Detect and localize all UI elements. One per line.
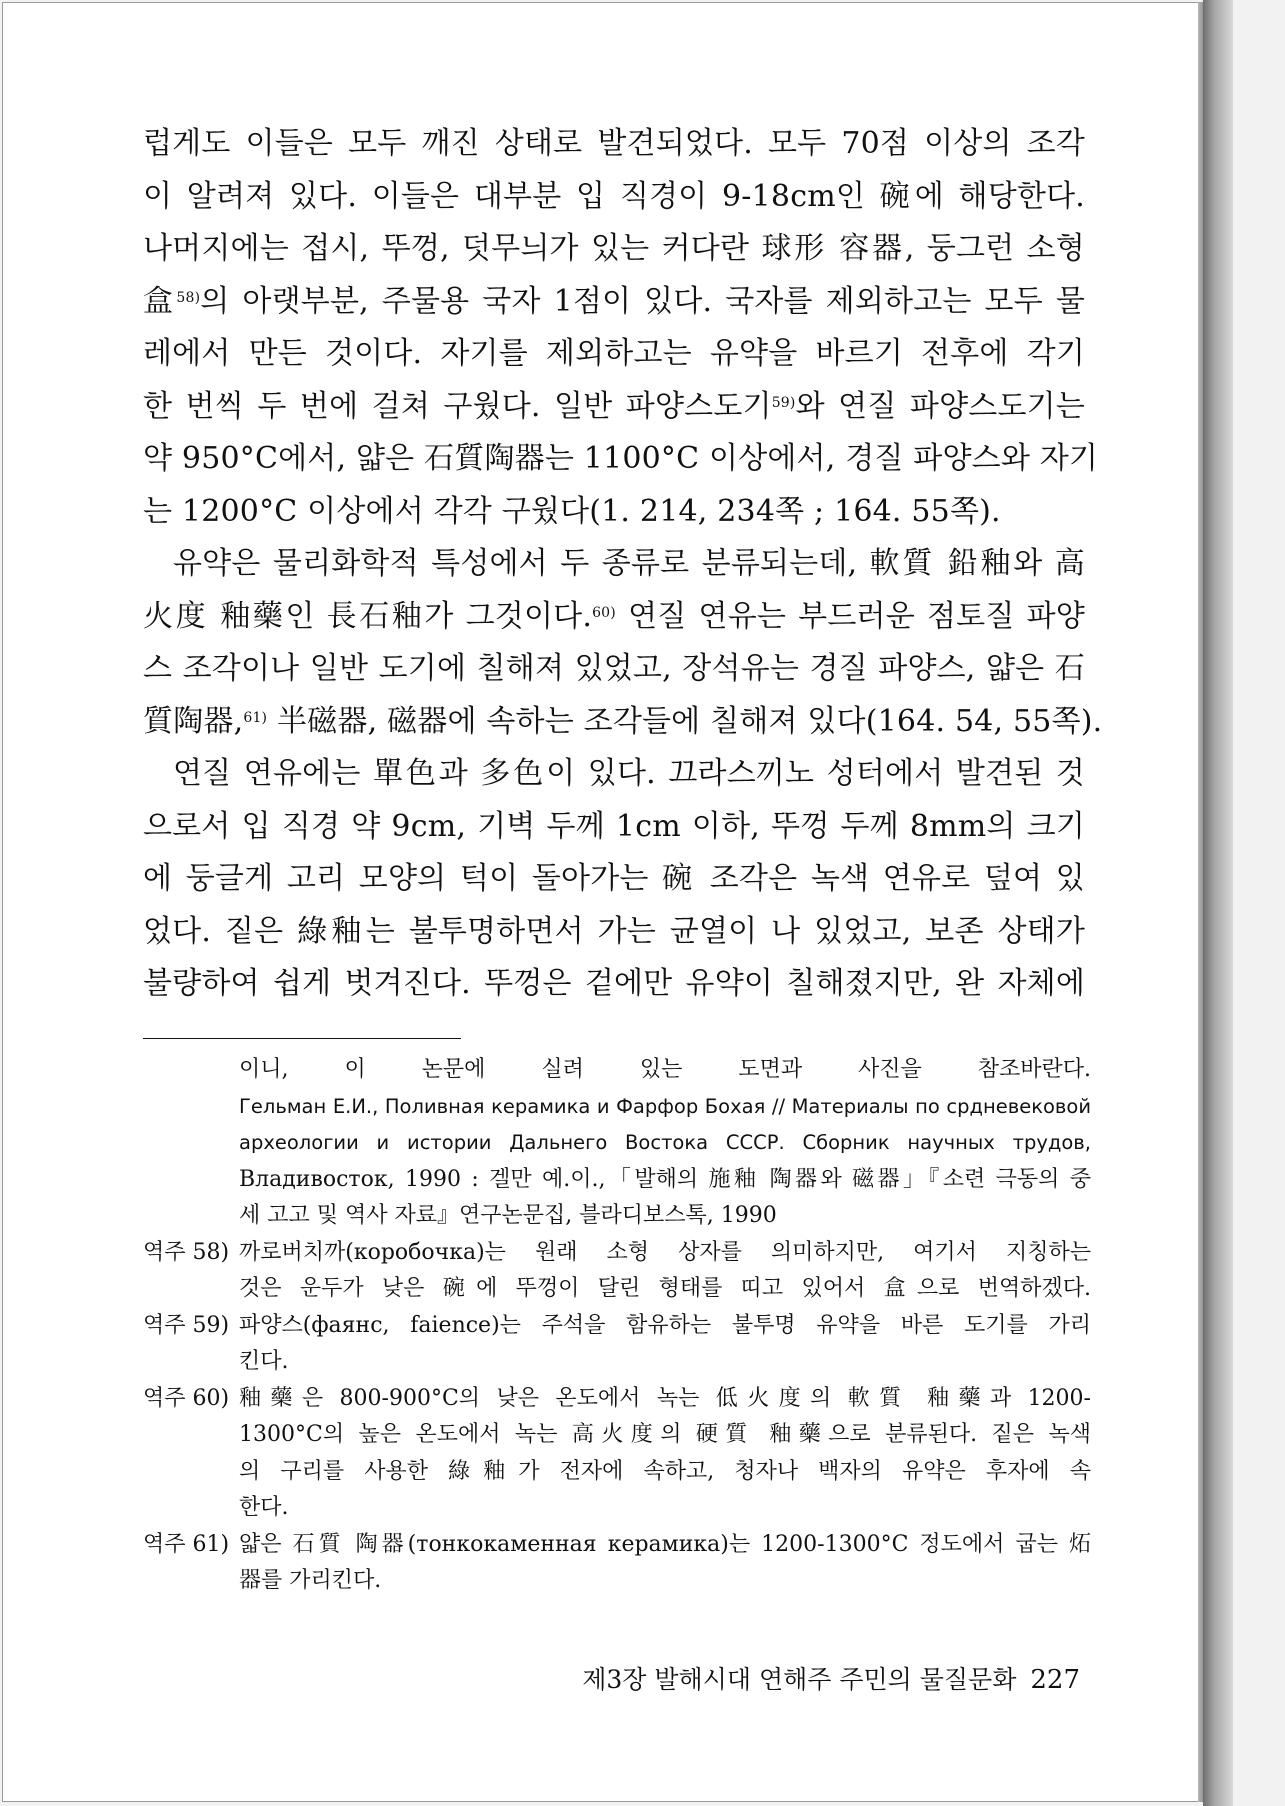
footnote-label: 역주 61) (143, 1531, 230, 1557)
footnote-ref-59[interactable]: 59) (771, 394, 796, 411)
text-span: 의 아랫부분, 주물용 국자 1점이 있다. 국자를 제외하고는 모두 물 (200, 283, 1085, 319)
note-line: 세 고고 및 역사 자료』연구논문집, 블라디보스톡, 1990 (239, 1203, 777, 1228)
text-span: 半磁器, 磁器에 속하는 조각들에 칠해져 있다(164. 54, 55쪽). (267, 703, 1103, 739)
text-line: 스 조각이나 일반 도기에 칠해져 있었고, 장석유는 경질 파양스, 얇은 石 (143, 651, 1085, 686)
footnote-59 (143, 1308, 1091, 1345)
main-text (143, 118, 1103, 1011)
page-shadow (1203, 0, 1233, 1806)
footnote-label: 역주 58) (143, 1239, 230, 1265)
footnote-text: 파양스(фаянс, faience)는 주석을 함유하는 불투명 유약을 바른 도기를 가리 (239, 1312, 1091, 1338)
text-line: 에 둥글게 고리 모양의 턱이 돌아가는 碗 조각은 녹색 연유로 덮여 있 (143, 861, 1085, 896)
text-line: 었다. 짙은 綠釉는 불투명하면서 가는 균열이 나 있었고, 보존 상태가 (143, 913, 1085, 949)
note-line: 한다. (239, 1495, 289, 1520)
footnotes (143, 1052, 1091, 1600)
text-line: 약 950°C에서, 얇은 石質陶器는 1100°C 이상에서, 경질 파양스와 자기 (143, 441, 1099, 476)
footnote-61 (143, 1527, 1091, 1564)
text-line: 는 1200°C 이상에서 각각 구웠다(1. 214, 234쪽 ; 164. 55쪽). (143, 493, 1001, 529)
footnote-text: 까로버치까(коробочка)는 원래 소형 상자를 의미하지만, 여기서 지칭하는 (239, 1239, 1091, 1265)
footnote-label: 역주 60) (143, 1385, 230, 1411)
note-line: 의 구리를 사용한 綠釉가 전자에 속하고, 청자나 백자의 유약은 후자에 속 (239, 1458, 1091, 1484)
text-line: 으로서 입 직경 약 9cm, 기벽 두께 1cm 이하, 뚜껑 두께 8mm의 크기 (143, 808, 1085, 844)
footnote-text: 얇은 石質 陶器(тонкокаменная керамика)는 1200-1300°C 정도에서 굽는 炻 (239, 1531, 1091, 1557)
text-span: 質陶器, (143, 703, 244, 739)
chapter-title: 제3장 발해시대 연해주 주민의 물질문화 (582, 1665, 1017, 1694)
note-line: Владивосток, 1990 : 겔만 예.이.,「발해의 施釉 陶器와 磁器」『소련 극동의 중 (239, 1166, 1091, 1192)
text-span: 火度 釉藥인 長石釉가 그것이다. (143, 598, 593, 634)
text-line: 유약은 물리화학적 특성에서 두 종류로 분류되는데, 軟質 鉛釉와 高 (173, 546, 1085, 581)
note-line: 것은 운두가 낮은 碗에 뚜껑이 달린 형태를 띠고 있어서 盒으로 번역하겠다. (239, 1276, 1091, 1301)
text-line (143, 381, 1085, 434)
note-line: 이니, 이 논문에 실려 있는 도면과 사진을 참조바란다. (239, 1057, 1091, 1082)
text-line: 레에서 만든 것이다. 자기를 제외하고는 유약을 바르기 전후에 각기 (143, 336, 1085, 371)
text-span: 연질 연유는 부드러운 점토질 파양 (615, 598, 1085, 634)
footnote-58 (143, 1235, 1091, 1272)
text-line (143, 591, 1085, 644)
page-number: 227 (1030, 1665, 1080, 1695)
note-line: 킨다. (239, 1349, 289, 1374)
note-line: Гельман Е.И., Поливная керамика и Фарфор Бохая // Материалы по срдневековой (239, 1094, 1091, 1118)
footnote-divider (143, 1038, 461, 1039)
text-line: 불량하여 쉽게 벗겨진다. 뚜껑은 겉에만 유약이 칠해졌지만, 완 자체에 (143, 966, 1085, 1001)
footnote-label: 역주 59) (143, 1312, 230, 1338)
text-line (143, 276, 1085, 329)
running-footer (540, 1660, 1080, 1696)
text-line: 연질 연유에는 單色과 多色이 있다. 끄라스끼노 성터에서 발견된 것 (173, 756, 1085, 791)
footnote-60 (143, 1381, 1091, 1418)
text-line: 럽게도 이들은 모두 깨진 상태로 발견되었다. 모두 70점 이상의 조각 (143, 126, 1085, 161)
text-line: 이 알려져 있다. 이들은 대부분 입 직경이 9-18cm인 碗에 해당한다. (143, 178, 1085, 214)
note-line: археологии и истории Дальнего Востока СССР. Сборник научных трудов, (239, 1131, 1091, 1154)
text-line (143, 696, 1103, 749)
footnote-text: 釉藥은 800-900°C의 낮은 온도에서 녹는 低火度의 軟質 釉藥과 1200- (239, 1385, 1091, 1411)
note-line: 1300°C의 높은 온도에서 녹는 高火度의 硬質 釉藥으로 분류된다. 짙은 녹색 (239, 1422, 1091, 1447)
footnote-ref-60[interactable]: 60) (592, 604, 616, 621)
text-span: 와 연질 파양스도기는 (795, 388, 1085, 424)
footnote-ref-61[interactable]: 61) (243, 709, 268, 726)
text-span: 盒 (143, 283, 177, 319)
text-line: 나머지에는 접시, 뚜껑, 덧무늬가 있는 커다란 球形 容器, 둥그런 소형 (143, 231, 1085, 266)
text-span: 한 번씩 두 번에 걸쳐 구웠다. 일반 파양스도기 (143, 388, 772, 424)
footnote-ref-58[interactable]: 58) (176, 289, 201, 306)
note-line: 器를 가리킨다. (239, 1568, 382, 1593)
